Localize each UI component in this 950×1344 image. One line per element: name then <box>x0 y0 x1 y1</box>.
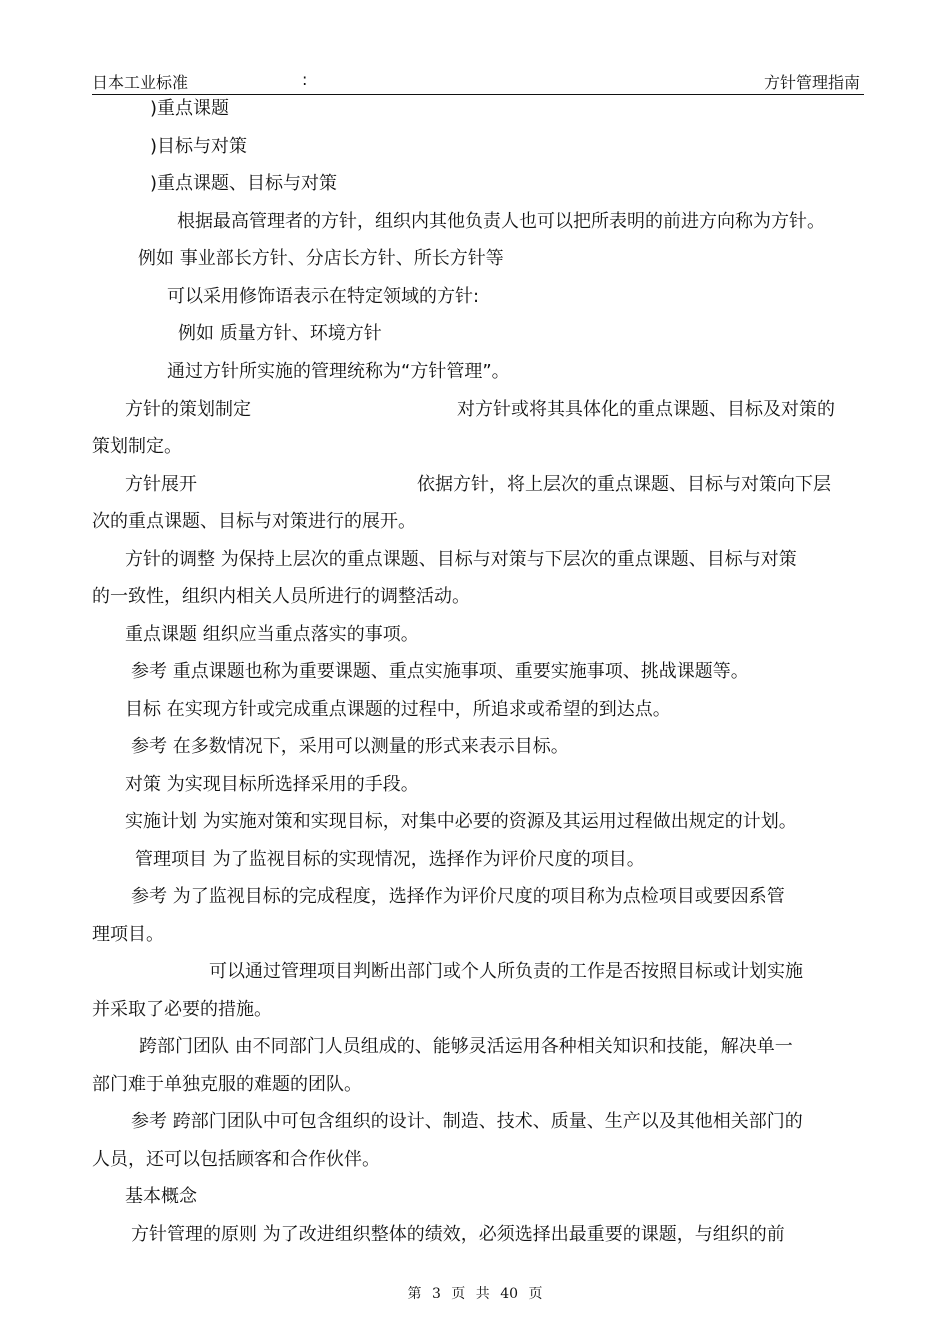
section-heading-basic-concepts: 基本概念 <box>125 1186 197 1207</box>
page-header <box>92 68 864 95</box>
note-key-issues: 参考 重点课题也称为重要课题、重点实施事项、重要实施事项、挑战课题等。 <box>131 661 749 682</box>
term-policy-adjustment: 方针的调整 为保持上层次的重点课题、目标与对策与下层次的重点课题、目标与对策 <box>125 549 797 570</box>
definition-policy-planning-cont: 策划制定。 <box>92 436 182 457</box>
definition-policy-planning: 对方针或将其具体化的重点课题、目标及对策的 <box>457 399 835 420</box>
header-document-title: 方针管理指南 <box>763 73 860 92</box>
list-item-key-issues: )重点课题 <box>150 98 230 119</box>
term-policy-deployment: 方针展开 <box>125 474 197 495</box>
paragraph-modifier: 可以采用修饰语表示在特定领域的方针: <box>167 286 480 307</box>
definition-cross-functional-team-cont: 部门难于单独克服的难题的团队。 <box>92 1074 362 1095</box>
note-cross-functional-team-cont: 人员，还可以包括顾客和合作伙伴。 <box>92 1149 380 1170</box>
term-control-items: 管理项目 为了监视目标的实现情况，选择作为评价尺度的项目。 <box>135 849 645 870</box>
note-control-items-cont: 理项目。 <box>92 924 164 945</box>
note-control-items: 参考 为了监视目标的完成程度，选择作为评价尺度的项目称为点检项目或要因系管 <box>131 886 785 907</box>
term-policy-planning: 方针的策划制定 <box>125 399 251 420</box>
header-separator: : <box>302 70 308 89</box>
paragraph-policy-definition: 根据最高管理者的方针，组织内其他负责人也可以把所表明的前进方向称为方针。 <box>177 211 825 232</box>
term-implementation-plan: 实施计划 为实施对策和实现目标，对集中必要的资源及其运用过程做出规定的计划。 <box>125 811 797 832</box>
term-measures: 对策 为实现目标所选择采用的手段。 <box>125 774 419 795</box>
term-policy-management-principle: 方针管理的原则 为了改进组织整体的绩效，必须选择出最重要的课题，与组织的前 <box>131 1224 785 1245</box>
example-line-2: 例如 质量方针、环境方针 <box>178 323 382 344</box>
term-key-issues: 重点课题 组织应当重点落实的事项。 <box>125 624 419 645</box>
list-item-targets-measures: )目标与对策 <box>150 136 248 157</box>
definition-policy-deployment: 依据方针，将上层次的重点课题、目标与对策向下层 <box>417 474 831 495</box>
list-item-issues-targets-measures: )重点课题、目标与对策 <box>150 173 338 194</box>
page-footer: 第 3 页 共 40 页 <box>407 1286 543 1302</box>
paragraph-policy-management: 通过方针所实施的管理统称为“方针管理”。 <box>167 361 510 382</box>
example-line-1: 例如 事业部长方针、分店长方针、所长方针等 <box>138 248 504 269</box>
note-cross-functional-team: 参考 跨部门团队中可包含组织的设计、制造、技术、质量、生产以及其他相关部门的 <box>131 1111 803 1132</box>
definition-policy-deployment-cont: 次的重点课题、目标与对策进行的展开。 <box>92 511 416 532</box>
paragraph-control-items-judgment: 可以通过管理项目判断出部门或个人所负责的工作是否按照目标或计划实施 <box>209 961 803 982</box>
term-cross-functional-team: 跨部门团队 由不同部门人员组成的、能够灵活运用各种相关知识和技能，解决单一 <box>139 1036 793 1057</box>
term-target: 目标 在实现方针或完成重点课题的过程中，所追求或希望的到达点。 <box>125 699 671 720</box>
header-standard-name: 日本工业标准 <box>92 73 189 92</box>
paragraph-control-items-judgment-cont: 并采取了必要的措施。 <box>92 999 272 1020</box>
definition-policy-adjustment-cont: 的一致性，组织内相关人员所进行的调整活动。 <box>92 586 470 607</box>
note-target: 参考 在多数情况下，采用可以测量的形式来表示目标。 <box>131 736 569 757</box>
